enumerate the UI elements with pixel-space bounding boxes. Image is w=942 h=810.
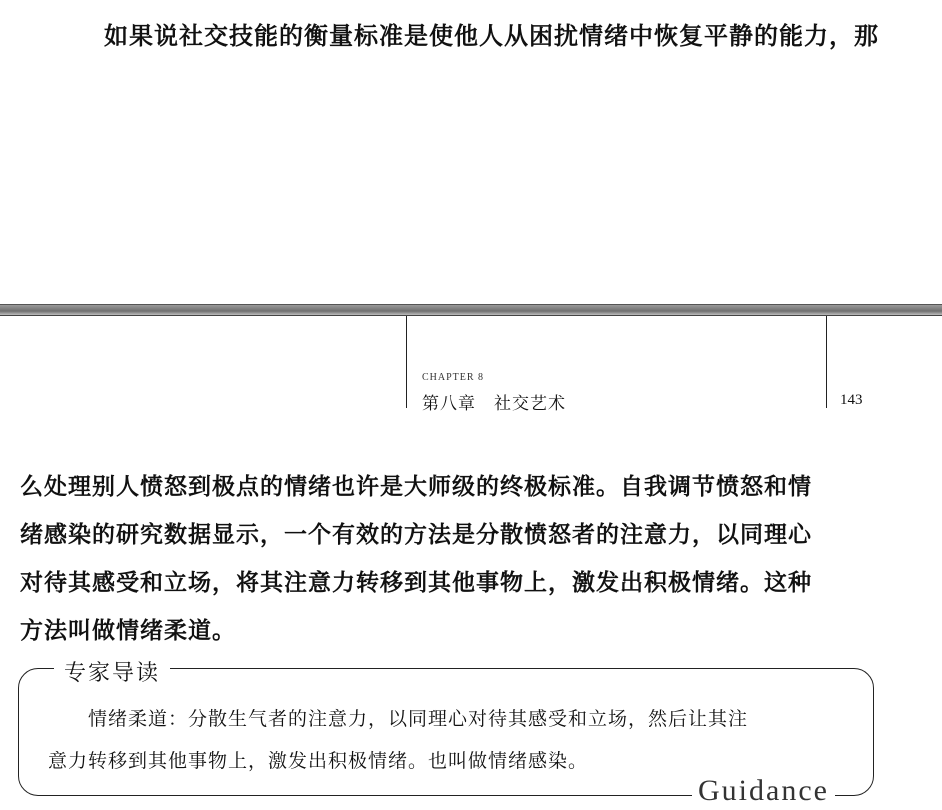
paragraph-line: 么处理别人愤怒到极点的情绪也许是大师级的终极标准。自我调节愤怒和情 <box>20 473 812 500</box>
page-divider <box>0 304 942 316</box>
header-rule-left <box>406 316 407 408</box>
paragraph-line: 对待其感受和立场，将其注意力转移到其他事物上，激发出积极情绪。这种 <box>20 569 812 596</box>
guidance-footer-label: Guidance <box>692 774 835 808</box>
chapter-title: 第八章 社交艺术 <box>422 394 566 414</box>
guidance-box-line: 意力转移到其他事物上，激发出积极情绪。也叫做情绪感染。 <box>48 750 589 772</box>
guidance-box-line: 情绪柔道：分散生气者的注意力，以同理心对待其感受和立场，然后让其注 <box>88 708 749 730</box>
paragraph-line: 方法叫做情绪柔道。 <box>20 617 236 644</box>
page-number: 143 <box>840 392 863 408</box>
paragraph-line: 如果说社交技能的衡量标准是使他人从困扰情绪中恢复平静的能力，那 <box>104 21 879 50</box>
header-rule-right <box>826 316 827 408</box>
paragraph-line: 绪感染的研究数据显示，一个有效的方法是分散愤怒者的注意力，以同理心 <box>20 521 812 548</box>
chapter-label-en: CHAPTER 8 <box>422 372 485 383</box>
guidance-box-title: 专家导读 <box>54 656 170 687</box>
